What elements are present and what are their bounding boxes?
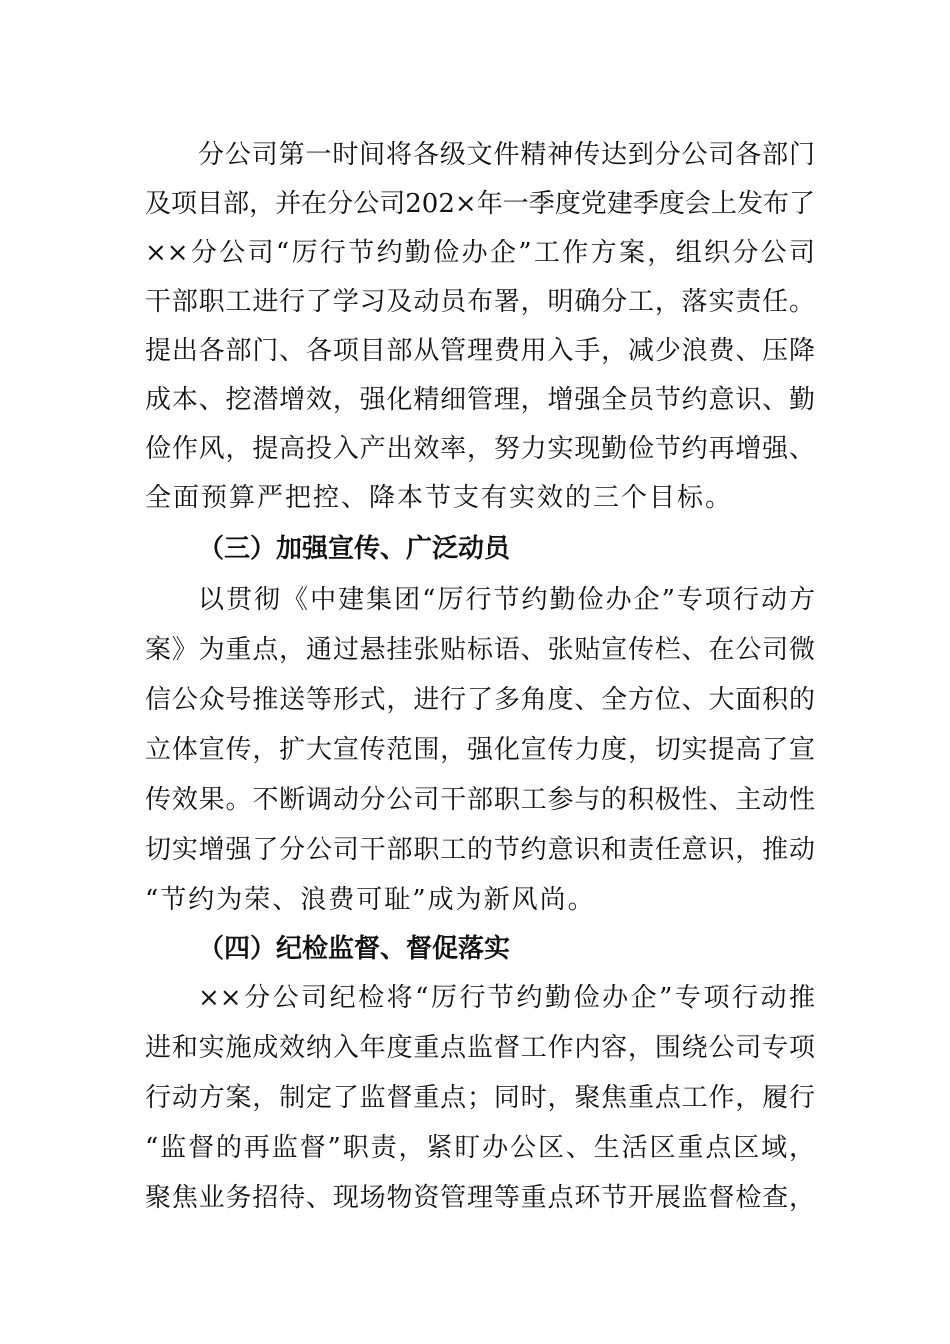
paragraph-line: 进和实施成效纳入年度重点监督工作内容，围绕公司专项: [145, 1033, 815, 1063]
paragraph-line: 提出各部门、各项目部从管理费用入手，减少浪费、压降: [145, 336, 815, 366]
paragraph-line: 全面预算严把控、降本节支有实效的三个目标。: [145, 483, 734, 513]
paragraph-line: ××分公司纪检将“厉行节约勤俭办企”专项行动推: [198, 983, 815, 1013]
paragraph-line: ××分公司“厉行节约勤俭办企”工作方案，组织分公司: [145, 238, 815, 268]
paragraph-line: “监督的再监督”职责，紧盯办公区、生活区重点区域，: [145, 1133, 815, 1163]
paragraph-line: 立体宣传，扩大宣传范围，强化宣传力度，切实提高了宣: [145, 735, 815, 765]
paragraph-line: 分公司第一时间将各级文件精神传达到分公司各部门: [198, 140, 815, 170]
paragraph-line: 俭作风，提高投入产出效率，努力实现勤俭节约再增强、: [145, 434, 815, 464]
section-heading-4: （四）纪检监督、督促落实: [198, 934, 511, 964]
paragraph-line: 信公众号推送等形式，进行了多角度、全方位、大面积的: [145, 685, 815, 715]
paragraph-line: 以贯彻《中建集团“厉行节约勤俭办企”专项行动方: [198, 585, 815, 615]
paragraph-line: 成本、挖潜增效，强化精细管理，增强全员节约意识、勤: [145, 385, 815, 415]
paragraph-line: 聚焦业务招待、现场物资管理等重点环节开展监督检查，: [145, 1183, 815, 1213]
paragraph-line: 传效果。不断调动分公司干部职工参与的积极性、主动性: [145, 785, 815, 815]
paragraph-line: 案》为重点，通过悬挂张贴标语、张贴宣传栏、在公司微: [145, 635, 815, 665]
section-heading-3: （三）加强宣传、广泛动员: [198, 534, 511, 564]
paragraph-line: “节约为荣、浪费可耻”成为新风尚。: [145, 885, 596, 915]
paragraph-line: 及项目部，并在分公司202×年一季度党建季度会上发布了: [145, 189, 815, 219]
paragraph-line: 干部职工进行了学习及动员布署，明确分工，落实责任。: [145, 287, 815, 317]
paragraph-line: 切实增强了分公司干部职工的节约意识和责任意识，推动: [145, 835, 815, 865]
paragraph-line: 行动方案，制定了监督重点；同时，聚焦重点工作，履行: [145, 1083, 815, 1113]
